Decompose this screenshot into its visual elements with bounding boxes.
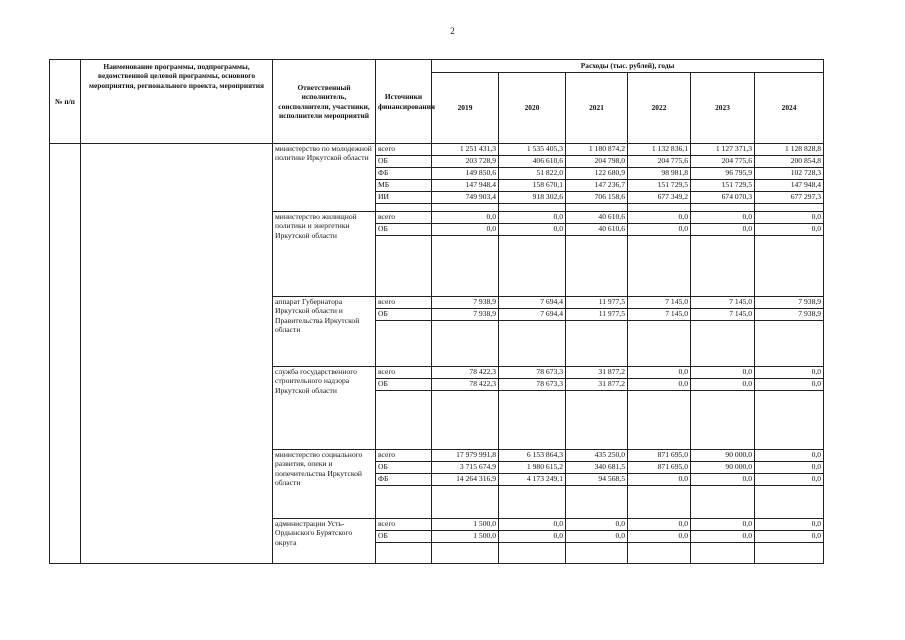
value-cell: 200 854,8	[755, 156, 824, 168]
value-cell: 3 715 674,9	[432, 462, 499, 474]
value-cell: 406 610,6	[499, 156, 566, 168]
value-cell: 0,0	[691, 224, 755, 236]
value-cell: 31 877,2	[566, 367, 628, 379]
value-cell: 90 000,0	[691, 462, 755, 474]
value-cell: 7 938,9	[432, 297, 499, 309]
value-cell: 1 251 431,3	[432, 144, 499, 156]
value-cell: 0,0	[499, 224, 566, 236]
value-cell: 149 850,6	[432, 168, 499, 180]
value-cell: 102 728,3	[755, 168, 824, 180]
spacer-cell	[628, 543, 691, 564]
value-cell: 749 903,4	[432, 192, 499, 204]
value-cell: 0,0	[628, 519, 691, 531]
source-cell: ИИ	[376, 192, 432, 204]
source-cell: ОБ	[376, 462, 432, 474]
value-cell: 78 673,3	[499, 367, 566, 379]
value-cell: 40 610,6	[566, 224, 628, 236]
source-cell: всего	[376, 212, 432, 224]
spacer-cell	[755, 486, 824, 519]
value-cell: 78 422,3	[432, 367, 499, 379]
value-cell: 1 127 371,3	[691, 144, 755, 156]
value-cell: 204 798,0	[566, 156, 628, 168]
header-year-2024: 2024	[755, 73, 824, 144]
spacer-cell	[628, 486, 691, 519]
spacer-cell	[432, 321, 499, 367]
value-cell: 147 948,4	[432, 180, 499, 192]
value-cell: 96 795,9	[691, 168, 755, 180]
value-cell: 11 977,5	[566, 297, 628, 309]
page-number: 2	[450, 26, 455, 36]
num-cell	[50, 144, 81, 564]
value-cell: 11 977,5	[566, 309, 628, 321]
source-cell: ОБ	[376, 309, 432, 321]
spacer-cell	[628, 321, 691, 367]
spacer-cell	[376, 204, 432, 212]
spacer-cell	[499, 321, 566, 367]
spacer-cell	[628, 204, 691, 212]
value-cell: 0,0	[755, 462, 824, 474]
spacer-cell	[432, 543, 499, 564]
value-cell: 7 145,0	[691, 297, 755, 309]
value-cell: 0,0	[499, 531, 566, 543]
value-cell: 31 877,2	[566, 379, 628, 391]
spacer-cell	[755, 236, 824, 297]
value-cell: 0,0	[755, 531, 824, 543]
value-cell: 204 775,6	[691, 156, 755, 168]
value-cell: 98 981,8	[628, 168, 691, 180]
value-cell: 871 695,0	[628, 462, 691, 474]
table-row	[50, 144, 824, 156]
value-cell: 340 681,5	[566, 462, 628, 474]
executor-cell: министерство социального развития, опеки и попечительства Иркутской области	[273, 450, 376, 519]
source-cell: всего	[376, 144, 432, 156]
value-cell: 7 694,4	[499, 309, 566, 321]
value-cell: 0,0	[755, 367, 824, 379]
spacer-cell	[628, 391, 691, 450]
spacer-cell	[691, 321, 755, 367]
value-cell: 7 938,9	[432, 309, 499, 321]
value-cell: 1 500,0	[432, 531, 499, 543]
value-cell: 0,0	[691, 367, 755, 379]
header-year-2023: 2023	[691, 73, 755, 144]
value-cell: 1 535 405,3	[499, 144, 566, 156]
value-cell: 674 070,3	[691, 192, 755, 204]
value-cell: 1 980 615,2	[499, 462, 566, 474]
value-cell: 7 938,9	[755, 309, 824, 321]
value-cell: 151 729,5	[691, 180, 755, 192]
value-cell: 0,0	[628, 224, 691, 236]
spacer-cell	[691, 391, 755, 450]
spacer-cell	[755, 391, 824, 450]
header-source: Источники финансирования	[376, 60, 432, 144]
value-cell: 0,0	[628, 531, 691, 543]
spacer-cell	[566, 486, 628, 519]
value-cell: 0,0	[499, 212, 566, 224]
value-cell: 78 422,3	[432, 379, 499, 391]
value-cell: 0,0	[691, 474, 755, 486]
spacer-cell	[432, 391, 499, 450]
value-cell: 0,0	[691, 379, 755, 391]
value-cell: 204 775,6	[628, 156, 691, 168]
executor-cell: аппарат Губернатора Иркутской области и Правительства Иркутской области	[273, 297, 376, 367]
value-cell: 203 728,9	[432, 156, 499, 168]
value-cell: 1 500,0	[432, 519, 499, 531]
header-name: Наименование программы, подпрограммы, ведомственной целевой программы, основного мероприятия, регионального проекта, мероприятия	[81, 60, 273, 144]
spacer-cell	[566, 543, 628, 564]
executor-cell: администрации Усть-Ордынского Бурятского округа	[273, 519, 376, 564]
source-cell: ОБ	[376, 531, 432, 543]
value-cell: 0,0	[628, 212, 691, 224]
value-cell: 435 250,0	[566, 450, 628, 462]
spacer-cell	[376, 391, 432, 450]
value-cell: 0,0	[755, 474, 824, 486]
spacer-cell	[499, 486, 566, 519]
table-header	[50, 60, 824, 144]
value-cell: 0,0	[755, 224, 824, 236]
source-cell: ФБ	[376, 474, 432, 486]
header-executor: Ответственный исполнитель, соисполнители, участники, исполнители мероприятий	[273, 60, 376, 144]
value-cell: 4 173 249,1	[499, 474, 566, 486]
value-cell: 0,0	[432, 224, 499, 236]
value-cell: 0,0	[432, 212, 499, 224]
value-cell: 1 132 836,1	[628, 144, 691, 156]
spacer-cell	[566, 204, 628, 212]
value-cell: 0,0	[755, 212, 824, 224]
value-cell: 7 145,0	[691, 309, 755, 321]
value-cell: 7 145,0	[628, 297, 691, 309]
spacer-cell	[566, 236, 628, 297]
value-cell: 0,0	[566, 519, 628, 531]
value-cell: 90 000,0	[691, 450, 755, 462]
value-cell: 0,0	[628, 474, 691, 486]
table-body	[50, 144, 824, 564]
value-cell: 0,0	[691, 531, 755, 543]
spacer-cell	[628, 236, 691, 297]
value-cell: 0,0	[691, 519, 755, 531]
value-cell: 1 180 874,2	[566, 144, 628, 156]
source-cell: ФБ	[376, 168, 432, 180]
header-year-2019: 2019	[432, 73, 499, 144]
value-cell: 147 236,7	[566, 180, 628, 192]
source-cell: всего	[376, 519, 432, 531]
spacer-cell	[755, 204, 824, 212]
value-cell: 0,0	[755, 379, 824, 391]
value-cell: 0,0	[628, 367, 691, 379]
value-cell: 0,0	[628, 379, 691, 391]
spacer-cell	[499, 204, 566, 212]
source-cell: МБ	[376, 180, 432, 192]
executor-cell: министерство по молодежной политике Иркутской области	[273, 144, 376, 212]
value-cell: 151 729,5	[628, 180, 691, 192]
spacer-cell	[432, 486, 499, 519]
value-cell: 677 349,2	[628, 192, 691, 204]
value-cell: 78 673,3	[499, 379, 566, 391]
spacer-cell	[755, 543, 824, 564]
value-cell: 7 145,0	[628, 309, 691, 321]
value-cell: 14 264 316,9	[432, 474, 499, 486]
value-cell: 0,0	[566, 531, 628, 543]
value-cell: 51 822,0	[499, 168, 566, 180]
value-cell: 0,0	[755, 519, 824, 531]
spacer-cell	[376, 236, 432, 297]
value-cell: 7 694,4	[499, 297, 566, 309]
header-year-2020: 2020	[499, 73, 566, 144]
header-expenses: Расходы (тыс. рублей), годы	[432, 60, 824, 73]
spacer-cell	[376, 486, 432, 519]
spacer-cell	[376, 543, 432, 564]
spacer-cell	[432, 204, 499, 212]
value-cell: 918 302,6	[499, 192, 566, 204]
spacer-cell	[566, 321, 628, 367]
source-cell: ОБ	[376, 379, 432, 391]
spacer-cell	[691, 543, 755, 564]
value-cell: 94 568,5	[566, 474, 628, 486]
source-cell: ОБ	[376, 224, 432, 236]
spacer-cell	[499, 391, 566, 450]
value-cell: 40 610,6	[566, 212, 628, 224]
value-cell: 158 670,1	[499, 180, 566, 192]
header-year-2021: 2021	[566, 73, 628, 144]
value-cell: 1 128 828,8	[755, 144, 824, 156]
header-year-2022: 2022	[628, 73, 691, 144]
value-cell: 0,0	[691, 212, 755, 224]
spacer-cell	[691, 486, 755, 519]
budget-table	[49, 59, 824, 564]
value-cell: 147 948,4	[755, 180, 824, 192]
value-cell: 677 297,3	[755, 192, 824, 204]
spacer-cell	[691, 204, 755, 212]
value-cell: 871 695,0	[628, 450, 691, 462]
spacer-cell	[755, 321, 824, 367]
header-num: № п/п	[50, 60, 81, 144]
value-cell: 7 938,9	[755, 297, 824, 309]
executor-cell: министерство жилищной политики и энергетики Иркутской области	[273, 212, 376, 297]
source-cell: всего	[376, 297, 432, 309]
spacer-cell	[566, 391, 628, 450]
value-cell: 706 158,6	[566, 192, 628, 204]
executor-cell: служба государственного строительного надзора Иркутской области	[273, 367, 376, 450]
source-cell: ОБ	[376, 156, 432, 168]
spacer-cell	[432, 236, 499, 297]
value-cell: 17 979 991,8	[432, 450, 499, 462]
source-cell: всего	[376, 450, 432, 462]
value-cell: 6 153 864,3	[499, 450, 566, 462]
value-cell: 0,0	[499, 519, 566, 531]
spacer-cell	[376, 321, 432, 367]
spacer-cell	[499, 236, 566, 297]
value-cell: 122 680,9	[566, 168, 628, 180]
spacer-cell	[691, 236, 755, 297]
value-cell: 0,0	[755, 450, 824, 462]
name-cell	[81, 144, 273, 564]
source-cell: всего	[376, 367, 432, 379]
spacer-cell	[499, 543, 566, 564]
